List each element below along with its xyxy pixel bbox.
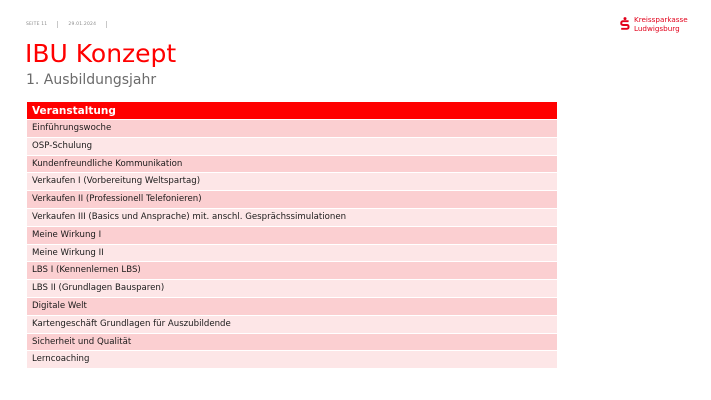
table-row: Verkaufen III (Basics und Ansprache) mit. anschl. Gesprächssimulationen [27,209,557,227]
page-title: IBU Konzept [25,39,177,68]
page-label: SEITE 11 [26,21,48,27]
table-row: Lerncoaching [27,351,557,369]
meta-divider [57,21,58,28]
slide-date: 29.01.2024 [68,21,97,27]
table-row: LBS II (Grundlagen Bausparen) [27,280,557,298]
table-row: Meine Wirkung II [27,245,557,263]
event-table [27,102,557,369]
table-row: Kartengeschäft Grundlagen für Auszubildende [27,316,557,334]
table-header: Veranstaltung [27,102,557,120]
page-subtitle: 1. Ausbildungsjahr [26,72,157,88]
table-row: Sicherheit und Qualität [27,334,557,352]
table-row: OSP-Schulung [27,138,557,156]
table-row: Digitale Welt [27,298,557,316]
sparkasse-logo [620,16,688,33]
table-row: LBS I (Kennenlernen LBS) [27,262,557,280]
slide-meta [26,20,117,28]
table-body [27,120,557,369]
meta-divider [106,21,107,28]
table-row: Verkaufen II (Professionell Telefonieren) [27,191,557,209]
logo-line-2: Ludwigsburg [634,23,680,33]
logo-text [634,16,688,33]
table-row: Meine Wirkung I [27,227,557,245]
table-row: Kundenfreundliche Kommunikation [27,156,557,174]
sparkasse-s-icon [620,17,630,31]
table-row: Verkaufen I (Vorbereitung Weltspartag) [27,173,557,191]
logo-line-1: Kreissparkasse [634,15,688,24]
table-row: Einführungswoche [27,120,557,138]
